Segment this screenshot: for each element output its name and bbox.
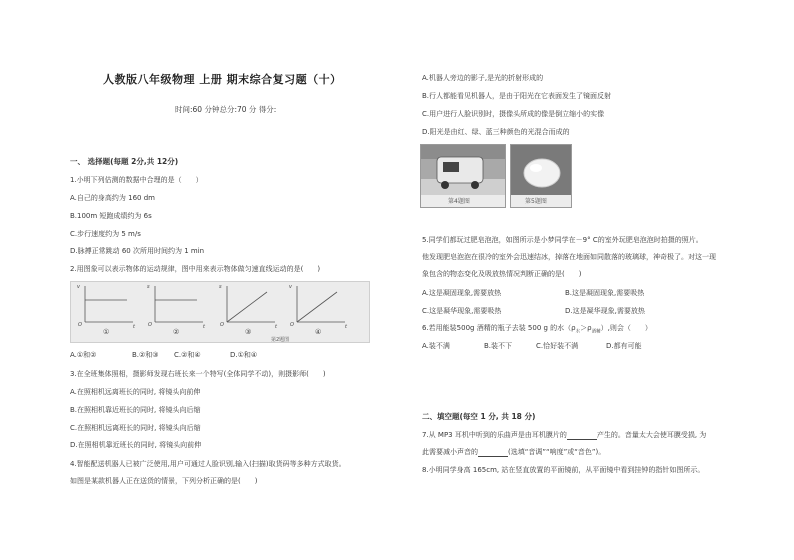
graph-4-axis-t: t	[345, 324, 347, 330]
graph-1-axis-v: v	[77, 284, 80, 290]
exam-info: 时间:60 分钟总分:70 分 得分:	[175, 105, 277, 114]
graph-3-axis-s: s	[219, 284, 222, 290]
q1-stem: 1.小明下列估测的数据中合理的是（ ）	[70, 176, 203, 184]
graph-1	[85, 286, 133, 322]
q2-option-d: D.①和④	[230, 351, 258, 359]
section-2-heading: 二、填空题(每空 1 分, 共 18 分)	[422, 412, 536, 421]
graph-1-label: ①	[103, 328, 110, 336]
page-title: 人教版八年级物理 上册 期末综合复习题（十）	[103, 73, 342, 86]
q6-option-c: C.恰好装不满	[536, 342, 579, 350]
q3-option-b: B.在照相机靠近班长的同时, 将镜头向后缩	[70, 406, 201, 414]
q4-option-b: B.行人都能看见机器人，是由于阳光在它表面发生了镜面反射	[422, 92, 612, 100]
q4-stem-line-2: 如图是某款机器人正在送货的情景，下列分析正确的是( )	[70, 477, 258, 485]
q3-stem: 3.在全班集体照相，摄影师发现右班长来一个特写(全体同学不动)，则摄影师( )	[70, 370, 326, 378]
q8-stem: 8.小明同学身高 165cm, 站在竖直放置的平面镜前，从平面镜中看到挂钟的指针如图所示。	[422, 466, 705, 474]
q6-option-a: A.装不满	[422, 342, 450, 350]
graph-4-label: ④	[315, 328, 322, 336]
q5-option-a: A.这是凝固现象,需要放热	[422, 289, 502, 297]
q1-option-d: D.脉搏正常跳动 60 次所用时间约为 1 min	[70, 247, 205, 255]
q6-sub-alcohol: 酒精	[591, 329, 601, 335]
q4-stem-line-1: 4.智能配送机器人已被广泛使用,用户可通过人脸识别,输入(扫描)取货码等多种方式取货。	[70, 460, 346, 468]
q4-option-c: C.用户进行人脸识别时，摄像头所成的像是倒立缩小的实像	[422, 110, 605, 118]
graph-3-origin: O	[220, 322, 224, 328]
q4-option-a: A.机器人旁边的影子,是光的折射形成的	[422, 74, 544, 82]
q6-stem-c: ）,则会（ ）	[600, 324, 652, 332]
q1-option-c: C.步行速度约为 5 m/s	[70, 230, 141, 238]
q2-stem: 2.用图象可以表示物体的运动规律，图中用来表示物体做匀速直线运动的是( )	[70, 265, 321, 273]
q4-robot-photo	[420, 144, 506, 208]
q2-option-b: B.②和③	[132, 351, 159, 359]
graph-1-axis-t: t	[133, 324, 135, 330]
q5-stem-line-2: 他发现肥皂泡泡在很冷的室外会迅速结冰，掉落在地面如同散落的玻璃球，神奇极了。对这一现	[422, 253, 716, 261]
q5-bubble-photo	[510, 144, 572, 208]
graph-3-label: ③	[245, 328, 252, 336]
section-1-heading: 一、 选择题(每题 2分,共 12分)	[70, 157, 179, 166]
q5-option-c: C.这是凝华现象,需要吸热	[422, 307, 502, 315]
q7-line-2-b: (选填“音调”“响度”或“音色”)。	[508, 448, 606, 456]
q5-figure-caption: 第5题图	[525, 198, 547, 205]
q3-option-d: D.在照相机靠近班长的同时, 将镜头向前伸	[70, 441, 202, 449]
graph-3-axis-t: t	[275, 324, 277, 330]
q6-option-b: B.装不下	[484, 342, 513, 350]
graph-2-origin: O	[148, 322, 152, 328]
q7-line-1	[422, 431, 706, 440]
q6-stem-a: 6.若用能装500g 酒精的瓶子去装 500 g 的水（ρ	[422, 324, 576, 332]
q1-option-a: A.自己的身高约为 160 dm	[70, 194, 155, 202]
graph-1-origin: O	[78, 322, 82, 328]
q2-option-c: C.②和④	[174, 351, 201, 359]
q5-stem-line-3: 象包含的物态变化及吸放热情况判断正确的是( )	[422, 270, 582, 278]
q2-graphs-svg	[71, 282, 371, 344]
graph-2-axis-t: t	[203, 324, 205, 330]
q2-option-a: A.①和②	[70, 351, 97, 359]
q7-line-1-b: 产生的。音量太大会使耳膜受损, 为	[596, 431, 707, 439]
q3-option-c: C.在照相机远离班长的同时, 将镜头向后缩	[70, 424, 201, 432]
q7-line-2-a: 此需要减小声音的	[422, 448, 478, 456]
q5-option-b: B.这是凝固现象,需要吸热	[565, 289, 645, 297]
graph-4-axis-v: v	[289, 284, 292, 290]
q4-figure-caption: 第4题图	[448, 198, 470, 205]
graph-3	[227, 286, 275, 322]
q6-stem	[422, 324, 652, 336]
q1-option-b: B.100m 短跑成绩约为 6s	[70, 212, 152, 220]
graph-2-label: ②	[173, 328, 180, 336]
q2-graphs-figure	[70, 281, 370, 343]
graph-4	[297, 286, 345, 322]
q7-blank-1[interactable]	[567, 432, 597, 440]
q5-option-d: D.这是凝华现象,需要放热	[565, 307, 645, 315]
graph-2	[155, 286, 203, 322]
q7-blank-2[interactable]	[478, 449, 508, 457]
q7-line-2	[422, 448, 605, 457]
q7-line-1-a: 7.从 MP3 耳机中听到的乐曲声是由耳机膜片的	[422, 431, 567, 439]
q2-figure-caption: 第2题图	[271, 337, 290, 343]
q6-sub-water: 水	[575, 329, 581, 335]
q6-stem-b: ＞ρ	[580, 324, 592, 332]
q6-option-d: D.都有可能	[606, 342, 642, 350]
graph-4-origin: O	[290, 322, 294, 328]
q3-option-a: A.在照相机远离班长的同时, 将镜头向前伸	[70, 388, 201, 396]
q4-option-d: D.阳光是由红、绿、蓝三种颜色的光混合而成的	[422, 128, 570, 136]
graph-2-axis-s: s	[147, 284, 150, 290]
q5-stem-line-1: 5.同学们都玩过肥皂泡泡，如图所示是小梦同学在－9° C的室外玩肥皂泡泡时拍摄的照片。	[422, 236, 703, 244]
